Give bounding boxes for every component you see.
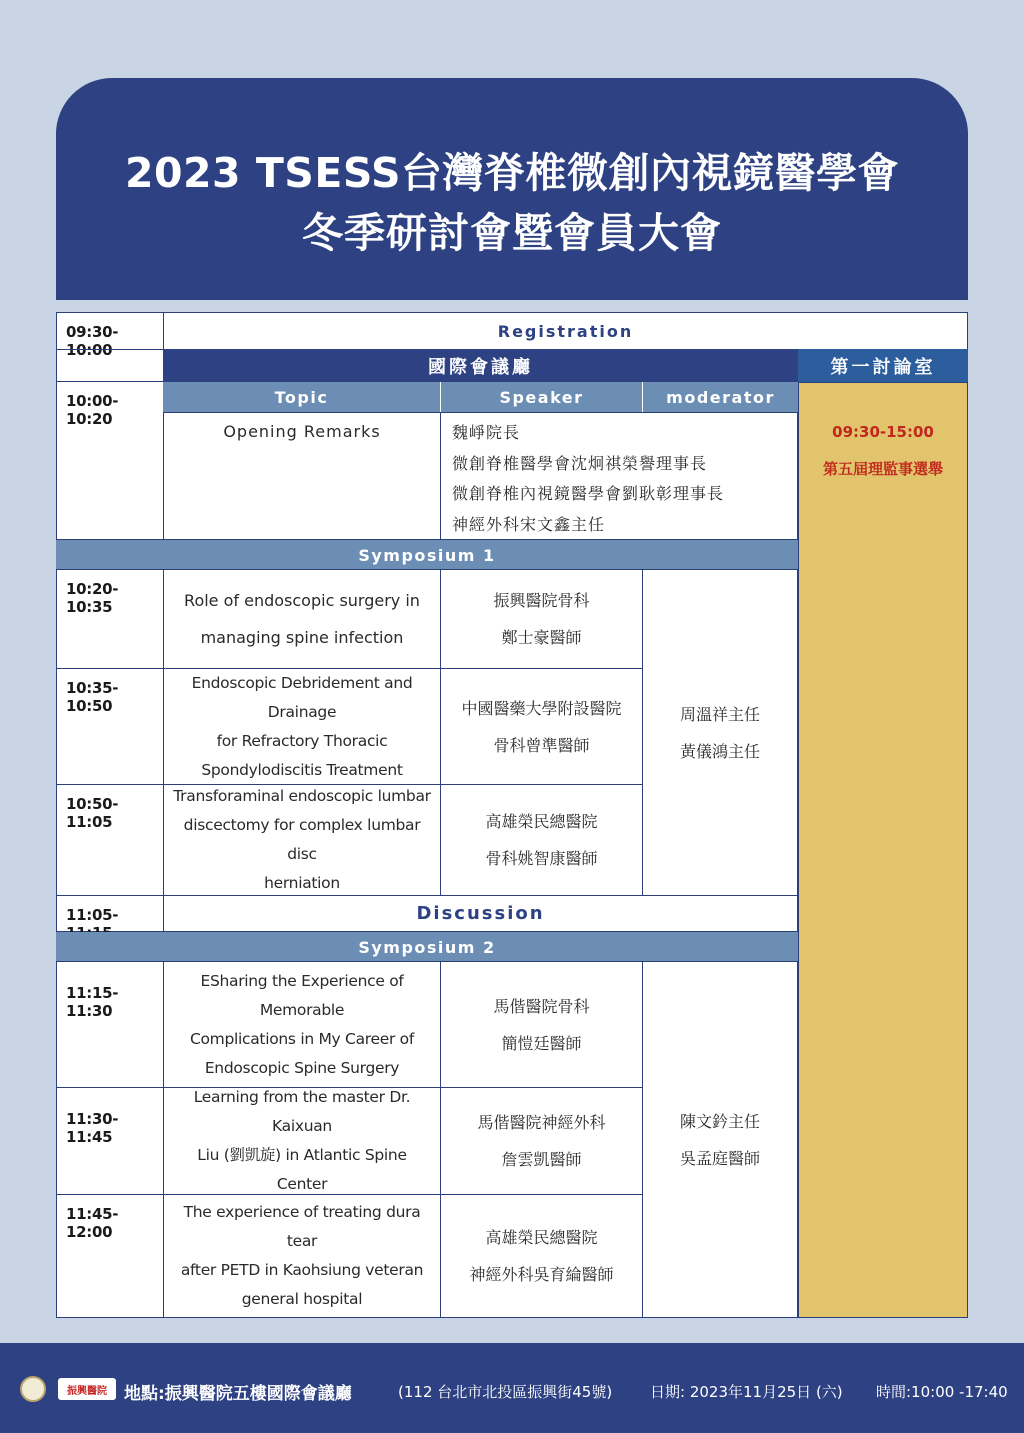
topic-line: Complications in My Career of	[189, 1029, 415, 1048]
speaker-line: 振興醫院骨科	[493, 591, 590, 610]
s2-talk1-topic	[163, 961, 441, 1088]
s2-talk1-speaker	[440, 961, 643, 1088]
column-speaker-header: Speaker	[440, 382, 642, 413]
speaker-line: 簡愷廷醫師	[501, 1033, 582, 1053]
speaker-line: 高雄榮民總醫院	[485, 1228, 598, 1247]
discussion-label: Discussion	[163, 895, 798, 932]
empty-time-cell	[56, 349, 164, 382]
time-registration: 09:30-10:00	[56, 312, 164, 350]
topic-line: Role of endoscopic surgery in	[184, 591, 420, 610]
room2-time: 09:30-15:00	[832, 423, 934, 441]
symposium-1-header: Symposium 1	[56, 540, 798, 570]
speaker-line: 馬偕醫院骨科	[493, 996, 590, 1016]
topic-line: Endoscopic Spine Surgery	[204, 1058, 400, 1077]
s1-talk2-speaker	[440, 668, 643, 785]
room2-header: 第一討論室	[798, 349, 968, 382]
s1-talk3-topic	[163, 784, 441, 896]
society-emblem-icon	[20, 1376, 46, 1402]
title-line-1: 2023 TSESS台灣脊椎微創內視鏡醫學會	[124, 149, 900, 197]
moderator-name: 黃儀鴻主任	[679, 741, 760, 761]
topic-line: discectomy for complex lumbar disc	[183, 816, 421, 863]
speaker-line: 高雄榮民總醫院	[485, 812, 598, 831]
time-s2-talk3: 11:45-12:00	[56, 1194, 164, 1318]
column-topic-header: Topic	[163, 382, 440, 413]
opening-speakers	[440, 412, 798, 540]
speaker-line: 鄭士豪醫師	[501, 628, 582, 647]
topic-line: Transforaminal endoscopic lumbar	[173, 787, 431, 805]
venue-address: (112 台北市北投區振興街45號)	[398, 1383, 613, 1401]
event-hours: 時間:10:00 -17:40	[876, 1383, 1008, 1401]
speaker-line: 骨科曾準醫師	[493, 735, 590, 755]
speaker-line: 神經外科吳育綸醫師	[469, 1265, 614, 1284]
s1-talk3-speaker	[440, 784, 643, 896]
speaker-line: 詹雲凱醫師	[501, 1150, 582, 1169]
venue: 地點:振興醫院五樓國際會議廳	[124, 1384, 352, 1404]
speaker-line: 骨科姚智康醫師	[485, 849, 598, 868]
opening-topic: Opening Remarks	[163, 412, 441, 540]
topic-line: herniation	[264, 874, 340, 892]
s1-talk1-speaker	[440, 569, 643, 669]
topic-line: Liu (劉凱旋) in Atlantic Spine Center	[197, 1146, 407, 1193]
opening-speaker: 微創脊椎醫學會沈炯祺榮譽理事長	[452, 453, 708, 473]
hospital-logo: 振興醫院	[58, 1378, 116, 1400]
moderator-name: 周溫祥主任	[679, 704, 760, 724]
moderator-name: 吳孟庭醫師	[679, 1148, 760, 1168]
title-line-2: 冬季研討會暨會員大會	[302, 209, 722, 257]
moderator-name: 陳文鈐主任	[679, 1111, 760, 1131]
time-s1-talk2: 10:35-10:50	[56, 668, 164, 785]
time-opening: 10:00- 10:20	[56, 381, 164, 540]
symposium-2-header: Symposium 2	[56, 932, 798, 962]
s2-talk2-speaker	[440, 1087, 643, 1195]
speaker-line: 中國醫藥大學附設醫院	[461, 698, 622, 718]
topic-line: Endoscopic Debridement and Drainage	[191, 673, 413, 721]
opening-speaker: 神經外科宋文鑫主任	[452, 514, 606, 534]
topic-line: for Refractory Thoracic	[216, 731, 388, 750]
s1-talk1-topic	[163, 569, 441, 669]
page-footer	[0, 1343, 1024, 1433]
topic-line: general hospital	[241, 1290, 363, 1308]
s1-moderators	[642, 569, 798, 896]
main-hall-header: 國際會議廳	[163, 349, 798, 382]
topic-line: Learning from the master Dr. Kaixuan	[193, 1088, 411, 1135]
time-s2-talk1: 11:15-11:30	[56, 961, 164, 1088]
event-date: 日期: 2023年11月25日 (六)	[650, 1383, 843, 1401]
topic-line: Spondylodiscitis Treatment	[201, 760, 403, 779]
opening-speaker: 魏崢院長	[452, 423, 521, 442]
time-s1-talk3: 10:50-11:05	[56, 784, 164, 896]
topic-line: after PETD in Kaohsiung veteran	[180, 1261, 424, 1279]
topic-line: managing spine infection	[200, 628, 404, 647]
s2-moderators	[642, 961, 798, 1318]
s2-talk2-topic	[163, 1087, 441, 1195]
time-discussion: 11:05-	[56, 895, 164, 932]
topic-line: ESharing the Experience of Memorable	[200, 971, 404, 1019]
column-moderator-header: moderator	[642, 382, 798, 413]
room2-column	[798, 382, 968, 1318]
schedule-table	[56, 312, 968, 1318]
time-s1-talk1: 10:20-10:35	[56, 569, 164, 669]
opening-speaker: 微創脊椎內視鏡醫學會劉耿彰理事長	[452, 484, 725, 503]
room2-event: 第五屆理監事選舉	[822, 460, 943, 478]
speaker-line: 馬偕醫院神經外科	[477, 1113, 606, 1132]
s2-talk3-topic	[163, 1194, 441, 1318]
time-s2-talk2: 11:30-11:45	[56, 1087, 164, 1195]
s1-talk2-topic	[163, 668, 441, 785]
topic-line: The experience of treating dura tear	[183, 1203, 421, 1250]
s2-talk3-speaker	[440, 1194, 643, 1318]
page-header	[56, 78, 968, 300]
registration-label: Registration	[163, 312, 968, 350]
